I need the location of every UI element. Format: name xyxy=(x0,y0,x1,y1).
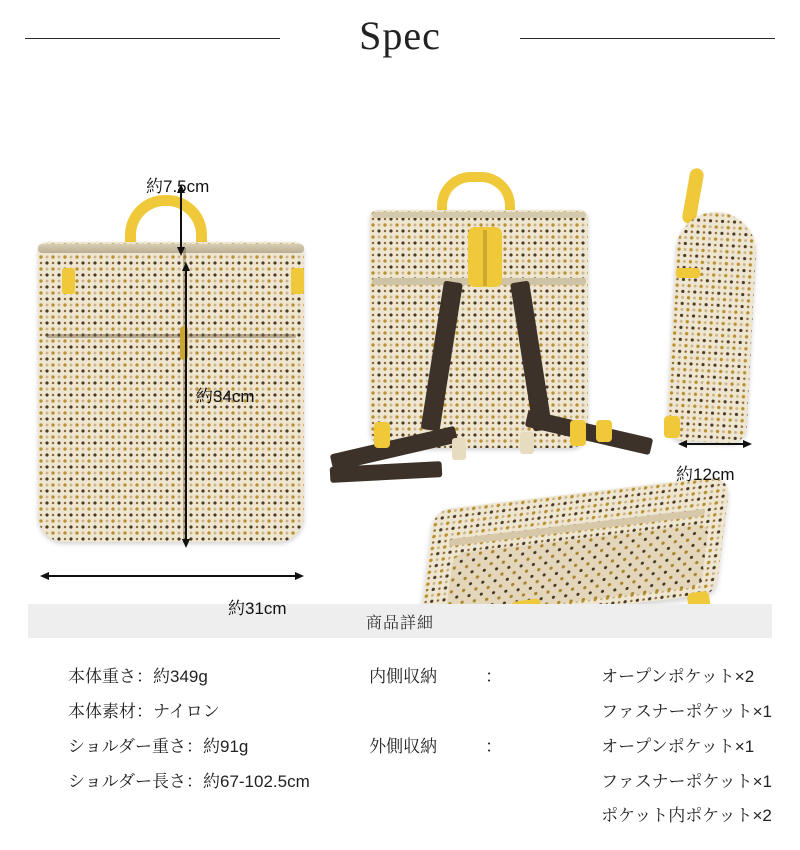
spec-value: ポケット内ポケット×2 xyxy=(601,806,772,826)
spec-row xyxy=(369,695,772,730)
product-photo-side-view xyxy=(666,210,758,444)
spec-key: 内側収納 xyxy=(369,667,438,686)
product-spec-table xyxy=(28,604,772,834)
side-view-corner-trim xyxy=(664,416,680,438)
spec-row xyxy=(369,765,772,800)
spec-value: 約67-102.5cm xyxy=(202,771,310,791)
spec-value: オープンポケット×2 xyxy=(601,667,755,686)
spec-row xyxy=(369,799,772,834)
spec-key: 本体素材 xyxy=(68,701,136,721)
spec-separator: ： xyxy=(136,701,153,721)
dimension-arrow-depth xyxy=(678,440,752,448)
spec-key: 外側収納 xyxy=(369,736,438,756)
header-rule-left xyxy=(25,38,280,39)
spec-key: ショルダー長さ xyxy=(68,771,186,791)
back-view-top-seam xyxy=(372,212,586,218)
front-view-zip-tab-right xyxy=(291,268,304,294)
front-view-zip-tab-left xyxy=(62,268,75,294)
spec-row xyxy=(68,730,345,765)
strap-ring-left xyxy=(374,422,390,448)
strap-buckle-right xyxy=(520,432,534,454)
spec-row xyxy=(68,660,345,695)
spec-value: オープンポケット×1 xyxy=(601,736,755,756)
strap-ring-right xyxy=(570,420,586,446)
spec-value: ナイロン xyxy=(153,701,220,721)
front-view-top-zipper xyxy=(38,244,304,253)
spec-value: ファスナーポケット×1 xyxy=(601,701,772,721)
spec-row xyxy=(369,660,772,695)
spec-separator: ： xyxy=(185,736,203,756)
back-view-strap-clip-seam xyxy=(483,230,487,286)
spec-separator: ： xyxy=(485,667,503,686)
spec-separator: ： xyxy=(185,771,203,791)
spec-key: ショルダー重さ xyxy=(68,736,186,756)
spec-row xyxy=(369,730,772,765)
dimension-label-handle-drop: 約7.5cm xyxy=(146,177,210,196)
page-header xyxy=(0,0,800,72)
side-view-tab xyxy=(676,268,700,278)
spec-table-title: 商品詳細 xyxy=(28,604,772,638)
spec-separator: ： xyxy=(136,667,153,686)
spec-value: 約349g xyxy=(153,667,208,686)
spec-row xyxy=(68,695,345,730)
page-title: Spec xyxy=(337,16,463,56)
dimension-label-width: 約31cm xyxy=(228,599,287,618)
spec-column-left xyxy=(28,660,345,834)
spec-value: ファスナーポケット×1 xyxy=(601,771,772,791)
back-view-corner-trim xyxy=(596,420,612,442)
dimension-label-height: 約34cm xyxy=(196,387,255,406)
spec-key: 本体重さ xyxy=(68,667,136,686)
product-photo-front-view xyxy=(38,242,304,542)
spec-row xyxy=(68,765,345,800)
front-view-pocket-seam xyxy=(46,334,296,338)
header-rule-right xyxy=(520,38,775,39)
dimension-arrow-width xyxy=(40,572,304,580)
spec-value: 約91g xyxy=(202,736,249,756)
dimension-arrow-height xyxy=(182,262,190,548)
spec-separator: ： xyxy=(485,736,503,756)
dimension-label-depth: 約12cm xyxy=(676,465,735,484)
strap-buckle-left xyxy=(452,438,466,460)
product-photo-area xyxy=(0,72,800,618)
spec-column-right xyxy=(345,660,772,834)
